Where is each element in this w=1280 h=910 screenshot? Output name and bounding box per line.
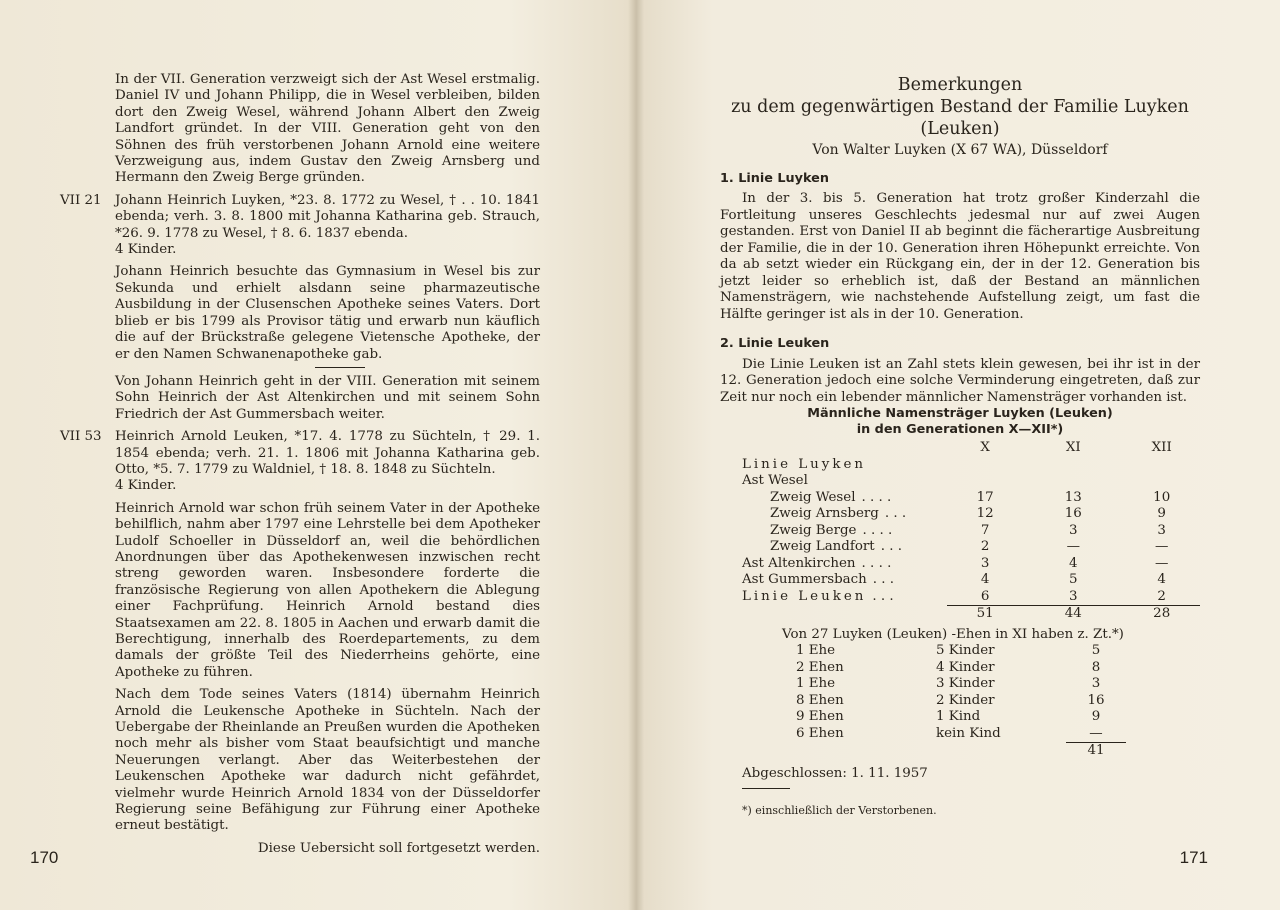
count-cell: 17 [976,489,994,505]
table-total-row [742,606,1200,623]
count-cell: 4 [1157,572,1166,588]
page-subtitle: zu dem gegenwärtigen Bestand der Familie Luyken (Leuken) [731,97,1189,139]
count-cell: 16 [1064,506,1082,522]
leader-dots: . . . . [861,555,892,571]
marriage-table [796,643,1126,760]
entry-vii-53 [60,429,540,478]
marriage-ehen-cell: 9 Ehen [796,709,844,725]
marriage-title: Von 27 Luyken (Leuken) -Ehen in XI haben z. Zt.*) [782,626,1124,642]
table-row [742,556,1200,573]
leader-dots: . . . . [861,489,892,505]
total-cell: 28 [1123,606,1200,623]
count-cell: 10 [1153,489,1171,505]
page-number: 171 [1179,848,1208,867]
table-header-row [742,440,1200,457]
marriage-kinder-cell: 1 Kind [936,709,981,725]
section-heading: 2. Linie Leuken [720,336,830,352]
marriage-ehen-cell: 2 Ehen [796,659,844,675]
entry-code: VII 21 [60,192,102,208]
marriage-row [796,643,1126,660]
marriage-total-cell: 3 [1091,676,1101,692]
marriage-ehen-cell: 1 Ehe [796,676,836,692]
intro-paragraph: In der VII. Generation verzweigt sich der Ast Wesel erstmalig. Daniel IV und Johann Philipp, die in Wesel verbleiben, bilden dort den Zweig Wesel, während Johann Albert den Zweig Landfort gründet. In der VIII. Generation geht von den Söhnen des früh verstorbenen Johann Arnold eine weitere Verzweigung aus, indem Gustav den Zweig Arnsberg und Hermann den Zweig Berge gründen. [115,72,540,186]
row-label: Zweig Berge [770,522,857,538]
count-cell: 13 [1064,489,1082,505]
column-header: XI [1065,440,1081,456]
leader-dots: . . . [872,572,895,588]
section-paragraph: In der 3. bis 5. Generation hat trotz großer Kinderzahl die Fortleitung unseres Geschlechts jedesmal nur auf zwei Augen gestanden. Erst von Daniel II ab beginnt die fächerartige Ausbreitung der Familie, die in der 10. Generation ihren Höhepunkt erreichte. Von da ab setzt wieder ein Rückgang ein, der in der 12. Generation bis jetzt leider so erheblich ist, daß der Bestand an männlichen Namensträgern, wie nachstehende Aufstellung zeigt, um fast die Hälfte geringer ist als in der 10. Generation. [720,191,1200,322]
table-row [742,473,1200,490]
column-header: XII [1151,440,1172,456]
footnote-rule [742,788,790,789]
author-line: Von Walter Luyken (X 67 WA), Düsseldorf [812,142,1108,158]
footnote: *) einschließlich der Verstorbenen. [742,804,937,818]
marriage-ehen-cell: 8 Ehen [796,692,844,708]
column-header: X [980,440,990,456]
count-cell: 4 [980,572,990,588]
entry-text: Heinrich Arnold Leuken, *17. 4. 1778 zu Süchteln, † 29. 1. 1854 ebenda; verh. 21. 1. 1806 mit Johanna Katharina geb. Otto, *5. 7. 1779 zu Waldniel, † 18. 8. 1848 zu Süchteln. [115,429,540,477]
left-page-text [60,72,540,857]
count-cell: 2 [1157,588,1166,604]
count-cell [1023,473,1123,490]
marriage-kinder-cell: 4 Kinder [936,659,995,675]
marriage-row [796,726,1126,743]
count-cell: 3 [1069,522,1078,538]
total-cell: 41 [1066,743,1126,760]
section-heading: 1. Linie Luyken [720,170,829,186]
row-label: Ast Altenkirchen [742,555,856,571]
entry-kinder: 4 Kinder. [115,478,177,494]
generations-table [742,440,1200,623]
row-label: Ast Wesel [742,473,808,489]
marriage-row [796,693,1126,710]
count-cell: 2 [980,539,990,555]
marriage-row [796,660,1126,677]
entry-bio: Johann Heinrich besuchte das Gymnasium in Wesel bis zur Sekunda und erhielt alsdann seine pharmazeutische Ausbildung in der Clusenschen Apotheke seines Vaters. Dort blieb er bis 1799 als Provisor tätig und erwarb nun käuflich die auf der Brückstraße gelegene Vietensche Apotheke, der er den Namen Schwanenapotheke gab. [115,264,540,362]
page-title: Bemerkungen [897,75,1023,95]
marriage-kinder-cell: kein Kind [936,726,1001,742]
entry-bio: Nach dem Tode seines Vaters (1814) übernahm Heinrich Arnold die Leukensche Apotheke in Süchteln. Nach der Uebergabe der Rheinlande an Preußen wurden die Apotheken noch mehr als bisher vom Staat beaufsichtigt und manche Neuerungen verlangt. Aber das Weiterbestehen der Leukenschen Apotheke war dadurch nicht gefährdet, vielmehr wurde Heinrich Arnold 1834 von der Düsseldorfer Regierung seine Befähigung zur Führung einer Apotheke erneut bestätigt. [115,687,540,834]
count-cell: — [1155,555,1169,571]
count-cell: 7 [980,522,990,538]
row-label: Zweig Landfort [770,539,875,555]
closing-line: Diese Uebersicht soll fortgesetzt werden. [257,840,540,856]
marriage-kinder-cell: 3 Kinder [936,676,995,692]
count-cell [1123,473,1200,490]
row-label: Ast Gummersbach [742,572,867,588]
count-cell: 3 [1157,522,1166,538]
count-cell: 9 [1157,506,1166,522]
table-title: in den Generationen X—XII*) [856,422,1064,438]
row-label: Zweig Wesel [770,489,856,505]
closed-date: Abgeschlossen: 1. 11. 1957 [742,765,928,781]
row-label: Zweig Arnsberg [770,506,879,522]
count-cell: 3 [1069,588,1078,604]
count-cell [1023,457,1123,474]
marriage-kinder-cell: 5 Kinder [936,643,995,659]
marriage-row [796,709,1126,726]
left-page [0,0,636,910]
marriage-total-cell: 8 [1091,659,1101,675]
row-label: Linie Luyken [742,456,867,472]
table-row [742,589,1200,606]
right-page [636,0,1280,910]
marriage-kinder-cell: 2 Kinder [936,692,995,708]
marriage-total-row [796,743,1126,760]
total-cell: 51 [947,606,1023,623]
table-row [742,523,1200,540]
entry-kinder: 4 Kinder. [115,242,177,258]
entry-vii-21 [60,193,540,242]
count-cell [947,457,1023,474]
book-gutter [628,0,644,910]
leader-dots: . . . [872,589,894,605]
marriage-total-cell: 16 [1087,692,1105,708]
count-cell: — [1155,539,1169,555]
leader-dots: . . . [880,539,902,555]
row-label: Linie Leuken [742,589,867,605]
count-cell: 3 [980,555,990,571]
right-page-text [720,74,1200,820]
entry-bio: Heinrich Arnold war schon früh seinem Vater in der Apotheke behilflich, nahm aber 1797 eine Lehrstelle bei dem Apotheker Ludolf Schoeller in Düsseldorf an, weil die behördlichen Anordnungen über das Apothekenwesen inzwischen recht streng geworden waren. Insbesondere forderte die französische Regierung von allen Apothekern die Ablegung einer Fachprüfung. Heinrich Arnold bestand dies Staatsexamen am 22. 8. 1805 in Aachen und erwarb damit die Berechtigung, innerhalb des Roerdepartements, zu dem damals der größte Teil des Niederrheins gehörte, eine Apotheke zu führen. [115,500,540,680]
count-cell: 6 [980,588,990,604]
leader-dots: . . . . [862,522,893,538]
table-row [742,457,1200,474]
marriage-total-cell: — [1089,725,1103,741]
marriage-total-cell: 5 [1091,643,1101,659]
count-cell: 4 [1069,555,1078,571]
page-number: 170 [30,848,59,867]
count-cell: 5 [1069,572,1078,588]
section-paragraph: Die Linie Leuken ist an Zahl stets klein gewesen, bei ihr ist in der 12. Generation jedoch eine solche Verminderung eingetreten, daß zur Zeit nur noch ein lebender männlicher Namensträger vorhanden ist. [720,356,1200,405]
count-cell: — [1066,539,1080,555]
table-row [742,539,1200,556]
entry-note: Von Johann Heinrich geht in der VIII. Generation mit seinem Sohn Heinrich der Ast Altenkirchen und mit seinem Sohn Friedrich der Ast Gummersbach weiter. [115,373,540,422]
table-row [742,572,1200,589]
table-row [742,506,1200,523]
count-cell: 12 [976,506,994,522]
marriage-total-cell: 9 [1091,709,1101,725]
separator-line [315,367,365,368]
leader-dots: . . . [884,506,907,522]
count-cell [1123,457,1200,474]
total-cell: 44 [1023,606,1123,623]
marriage-row [796,676,1126,693]
marriage-ehen-cell: 6 Ehen [796,726,844,742]
entry-code: VII 53 [60,429,102,445]
table-title: Männliche Namensträger Luyken (Leuken) [807,406,1113,422]
count-cell [947,473,1023,490]
table-row [742,490,1200,507]
entry-text: Johann Heinrich Luyken, *23. 8. 1772 zu Wesel, † . . 10. 1841 ebenda; verh. 3. 8. 1800 mit Johanna Katharina geb. Strauch, *26. 9. 1778 zu Wesel, † 8. 6. 1837 ebenda. [115,192,540,241]
marriage-ehen-cell: 1 Ehe [796,643,836,659]
